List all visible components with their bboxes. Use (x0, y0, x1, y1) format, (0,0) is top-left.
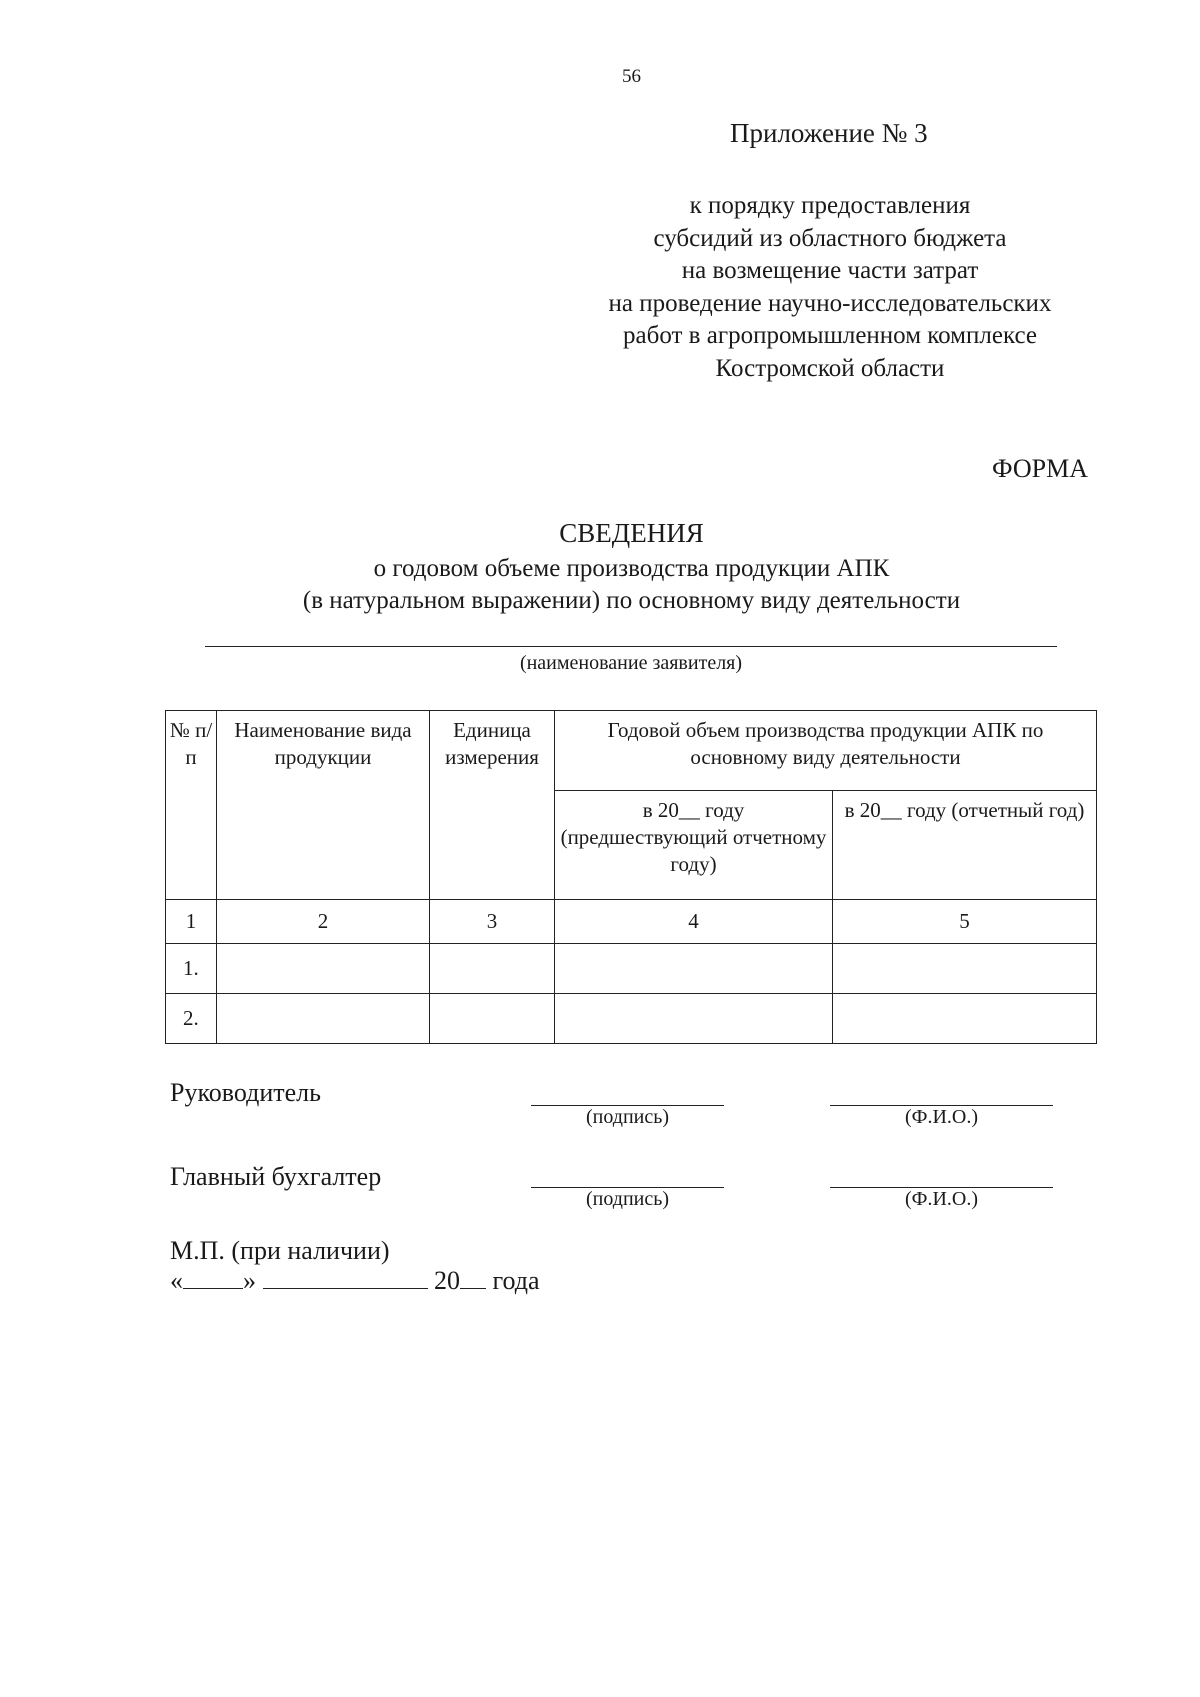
date-day-field[interactable] (183, 1266, 243, 1289)
stamp-label: М.П. (при наличии) (170, 1236, 390, 1265)
product-name-cell[interactable] (217, 944, 430, 994)
header-product-name: Наименование вида продукции (217, 711, 430, 900)
header-unit: Единица измерения (430, 711, 555, 900)
column-number: 3 (430, 900, 555, 944)
appendix-line: на проведение научно-исследовательских (608, 289, 1052, 317)
row-number: 2. (166, 994, 217, 1044)
column-number-row (166, 900, 1097, 944)
column-number: 4 (555, 900, 833, 944)
column-number: 5 (833, 900, 1097, 944)
accountant-fio-caption: (Ф.И.О.) (904, 1188, 978, 1210)
product-name-cell[interactable] (217, 994, 430, 1044)
form-label: ФОРМА (992, 454, 1088, 483)
appendix-line: работ в агропромышленном комплексе (623, 322, 1037, 349)
table-row (166, 994, 1097, 1044)
production-volume-table (165, 710, 1097, 1044)
previous-year-cell[interactable] (555, 944, 833, 994)
applicant-name-field[interactable] (205, 646, 1057, 647)
date-open-quote: « (170, 1266, 183, 1295)
unit-cell[interactable] (430, 944, 555, 994)
table-row (166, 944, 1097, 994)
document-subtitle (0, 553, 1200, 617)
head-signature-caption: (подпись) (585, 1106, 670, 1128)
row-number: 1. (166, 944, 217, 994)
subtitle-line: о годовом объеме производства продукции АПК (373, 555, 890, 582)
appendix-title: Приложение № 3 (730, 118, 928, 148)
accountant-signature-caption: (подпись) (585, 1188, 670, 1210)
header-num: № п/п (166, 711, 217, 900)
date-close-quote: » (243, 1266, 256, 1295)
document-title: СВЕДЕНИЯ (559, 518, 704, 548)
appendix-description (520, 190, 1140, 385)
applicant-caption: (наименование заявителя) (519, 652, 743, 674)
header-report-year: в 20__ году (отчетный год) (833, 791, 1097, 900)
table-header-row (166, 711, 1097, 791)
appendix-line: на возмещение части затрат (681, 257, 979, 284)
date-line (170, 1266, 540, 1296)
page-number: 56 (622, 66, 641, 87)
appendix-line: к порядку предоставления (689, 192, 971, 219)
column-number: 1 (166, 900, 217, 944)
appendix-line: Костромской области (715, 354, 945, 382)
column-number: 2 (217, 900, 430, 944)
date-month-field[interactable] (263, 1266, 428, 1289)
date-year-prefix: 20 (434, 1266, 460, 1295)
head-fio-caption: (Ф.И.О.) (904, 1106, 978, 1128)
previous-year-cell[interactable] (555, 994, 833, 1044)
subtitle-line: (в натуральном выражении) по основному виду деятельности (302, 587, 961, 614)
date-suffix: года (492, 1266, 540, 1295)
header-annual-volume: Годовой объем производства продукции АПК по основному виду деятельности (555, 711, 1097, 791)
head-label: Руководитель (170, 1078, 321, 1107)
date-year-field[interactable] (460, 1266, 486, 1289)
report-year-cell[interactable] (833, 944, 1097, 994)
unit-cell[interactable] (430, 994, 555, 1044)
accountant-label: Главный бухгалтер (170, 1162, 382, 1191)
appendix-line: субсидий из областного бюджета (653, 224, 1007, 252)
report-year-cell[interactable] (833, 994, 1097, 1044)
header-previous-year: в 20__ году (предшествующий отчетному году) (555, 791, 833, 900)
